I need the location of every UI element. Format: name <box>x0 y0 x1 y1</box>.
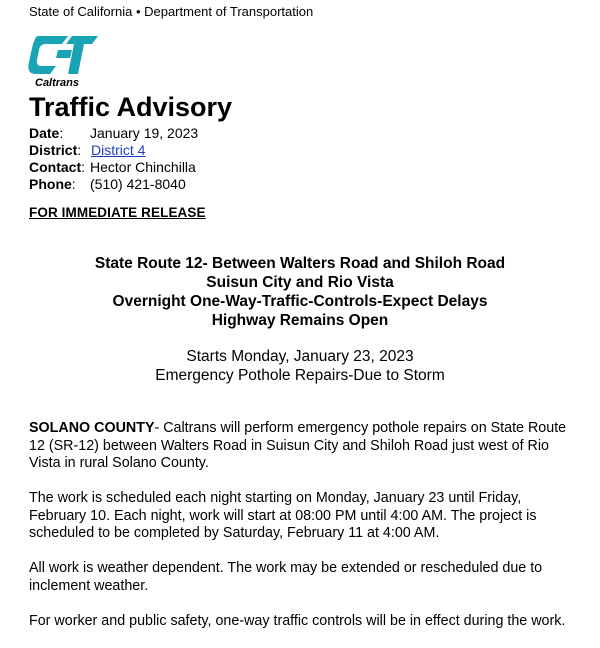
subheadline-line-2: Emergency Pothole Repairs-Due to Storm <box>155 367 445 384</box>
release-notice: FOR IMMEDIATE RELEASE <box>29 205 206 220</box>
phone-label: Phone <box>29 176 72 192</box>
paragraph-1 <box>29 420 574 473</box>
contact-value: Hector Chinchilla <box>90 159 196 175</box>
headline-line-3: Overnight One-Way-Traffic-Controls-Expect Delays <box>112 293 488 310</box>
advisory-meta <box>29 125 199 193</box>
caltrans-logo <box>28 30 100 88</box>
district-link[interactable]: District 4 <box>91 142 146 158</box>
page-title: Traffic Advisory <box>29 92 233 122</box>
subheadline-line-1: Starts Monday, January 23, 2023 <box>186 348 414 365</box>
dateline: SOLANO COUNTY <box>29 420 155 436</box>
date-label: Date <box>29 125 60 141</box>
headline-line-1: State Route 12- Between Walters Road and Shiloh Road <box>94 255 506 272</box>
district-row: District: District 4 <box>29 142 146 158</box>
date-value: January 19, 2023 <box>90 125 199 141</box>
headline-line-4: Highway Remains Open <box>211 312 389 329</box>
paragraph-1-text: - Caltrans will perform emergency pothole repairs on State Route 12 (SR-12) between Walters Road in Suisun City and Shiloh Road just west of Rio Vista in rural Solano County. <box>29 420 567 471</box>
district-label: District <box>29 142 78 158</box>
paragraph-4: For worker and public safety, one-way traffic controls will be in effect during the work. <box>29 612 566 629</box>
paragraph-2: The work is scheduled each night starting on Monday, January 23 until Friday, February 10. Each night, work will start at 08:00 PM until 4:00 AM. The project is scheduled to be completed by Saturday, February 11 at 4:00 AM. <box>29 490 537 541</box>
headline <box>0 254 600 330</box>
contact-row: Contact: Hector Chinchilla <box>29 159 196 175</box>
article-body <box>29 420 574 648</box>
subheadline <box>0 347 600 385</box>
paragraph-3: All work is weather dependent. The work may be extended or rescheduled due to inclement weather. <box>29 560 543 594</box>
logo-wordmark: Caltrans <box>35 77 80 88</box>
headline-line-2: Suisun City and Rio Vista <box>206 274 394 291</box>
phone-row: Phone: (510) 421-8040 <box>29 176 186 192</box>
date-row: Date: January 19, 2023 <box>29 125 199 141</box>
contact-label: Contact <box>29 159 82 175</box>
agency-line: State of California • Department of Transportation <box>29 4 314 19</box>
phone-value: (510) 421-8040 <box>90 176 186 192</box>
